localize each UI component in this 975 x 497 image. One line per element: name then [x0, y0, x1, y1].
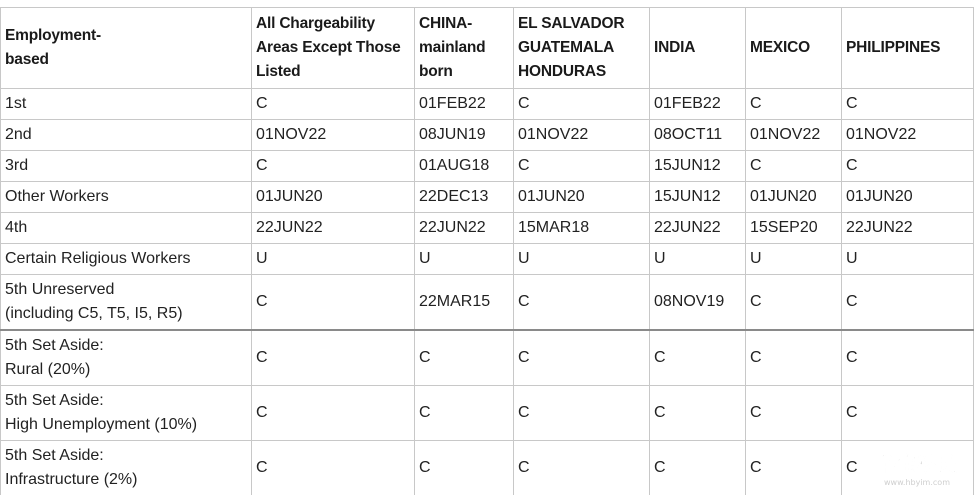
header-cell-philippines: PHILIPPINES — [842, 8, 974, 89]
header-cell-all-chargeability: All Chargeability Areas Except Those Listed — [252, 8, 415, 89]
table-cell: 01JUN20 — [514, 182, 650, 213]
table-cell: 22JUN22 — [252, 213, 415, 244]
row-label: 4th — [1, 213, 252, 244]
table-cell: 01NOV22 — [842, 120, 974, 151]
table-cell: 22JUN22 — [650, 213, 746, 244]
table-cell: C — [842, 275, 974, 331]
table-cell: C — [252, 330, 415, 386]
header-cell-category: Employment- based — [1, 8, 252, 89]
table-cell: U — [252, 244, 415, 275]
table-cell: U — [842, 244, 974, 275]
table-cell: C — [746, 275, 842, 331]
table-cell: 22DEC13 — [415, 182, 514, 213]
table-cell: C — [252, 151, 415, 182]
table-cell: U — [415, 244, 514, 275]
table-cell: 01NOV22 — [746, 120, 842, 151]
row-label: 1st — [1, 89, 252, 120]
table-cell: C — [746, 89, 842, 120]
table-cell: C — [252, 441, 415, 496]
table-row — [1, 182, 974, 213]
table-cell: 15JUN12 — [650, 151, 746, 182]
table-cell: 01JUN20 — [746, 182, 842, 213]
visa-bulletin-table — [0, 7, 974, 495]
watermark-text: 华宝移民 — [877, 452, 957, 476]
row-label: 5th Unreserved (including C5, T5, I5, R5) — [1, 275, 252, 331]
table-row — [1, 213, 974, 244]
table-cell: U — [514, 244, 650, 275]
header-cell-mexico: MEXICO — [746, 8, 842, 89]
table-cell: C — [650, 441, 746, 496]
table-cell: C — [746, 441, 842, 496]
table-cell: C — [650, 330, 746, 386]
watermark-url: www.hbyim.com — [884, 478, 950, 487]
table-cell: 01NOV22 — [252, 120, 415, 151]
table-cell: 15JUN12 — [650, 182, 746, 213]
table-cell: U — [746, 244, 842, 275]
table-cell: C — [514, 386, 650, 441]
table-cell: C — [252, 89, 415, 120]
table-cell: C — [746, 151, 842, 182]
table-row — [1, 120, 974, 151]
table-cell: C — [415, 386, 514, 441]
table-cell: C — [842, 151, 974, 182]
table-row — [1, 151, 974, 182]
row-label: Certain Religious Workers — [1, 244, 252, 275]
table-cell: C — [746, 386, 842, 441]
table-cell: C — [650, 386, 746, 441]
table-cell: 22MAR15 — [415, 275, 514, 331]
table-cell: 01AUG18 — [415, 151, 514, 182]
table-cell: C — [514, 89, 650, 120]
table-row — [1, 244, 974, 275]
table-cell: C — [514, 275, 650, 331]
header-cell-china: CHINA- mainland born — [415, 8, 514, 89]
table-row — [1, 441, 974, 496]
table-row — [1, 330, 974, 386]
table-cell: C — [415, 441, 514, 496]
table-cell: 01FEB22 — [415, 89, 514, 120]
table-cell: 15SEP20 — [746, 213, 842, 244]
table-cell: 01JUN20 — [252, 182, 415, 213]
row-label: 2nd — [1, 120, 252, 151]
table-cell: 01JUN20 — [842, 182, 974, 213]
row-label: Other Workers — [1, 182, 252, 213]
table-cell: 15MAR18 — [514, 213, 650, 244]
row-label: 5th Set Aside: High Unemployment (10%) — [1, 386, 252, 441]
table-cell: U — [650, 244, 746, 275]
table-cell: C — [842, 89, 974, 120]
header-cell-el-salvador: EL SALVADOR GUATEMALA HONDURAS — [514, 8, 650, 89]
table-cell: 08NOV19 — [650, 275, 746, 331]
header-cell-india: INDIA — [650, 8, 746, 89]
table-row — [1, 386, 974, 441]
table-cell: 08JUN19 — [415, 120, 514, 151]
header-row — [1, 8, 974, 89]
table-cell: C — [415, 330, 514, 386]
table-cell: C — [514, 151, 650, 182]
row-label: 5th Set Aside: Infrastructure (2%) — [1, 441, 252, 496]
table-cell: C — [252, 386, 415, 441]
table-cell: C — [842, 441, 974, 496]
table-cell: C — [514, 441, 650, 496]
row-label: 3rd — [1, 151, 252, 182]
table-cell: C — [842, 330, 974, 386]
table-cell: C — [252, 275, 415, 331]
table-cell: C — [746, 330, 842, 386]
table-cell: 01FEB22 — [650, 89, 746, 120]
table-cell: 08OCT11 — [650, 120, 746, 151]
table-cell: 22JUN22 — [842, 213, 974, 244]
table-row — [1, 275, 974, 331]
table-row — [1, 89, 974, 120]
row-label: 5th Set Aside: Rural (20%) — [1, 330, 252, 386]
table-cell: C — [514, 330, 650, 386]
table-cell: C — [842, 386, 974, 441]
table-cell: 01NOV22 — [514, 120, 650, 151]
table-cell: 22JUN22 — [415, 213, 514, 244]
